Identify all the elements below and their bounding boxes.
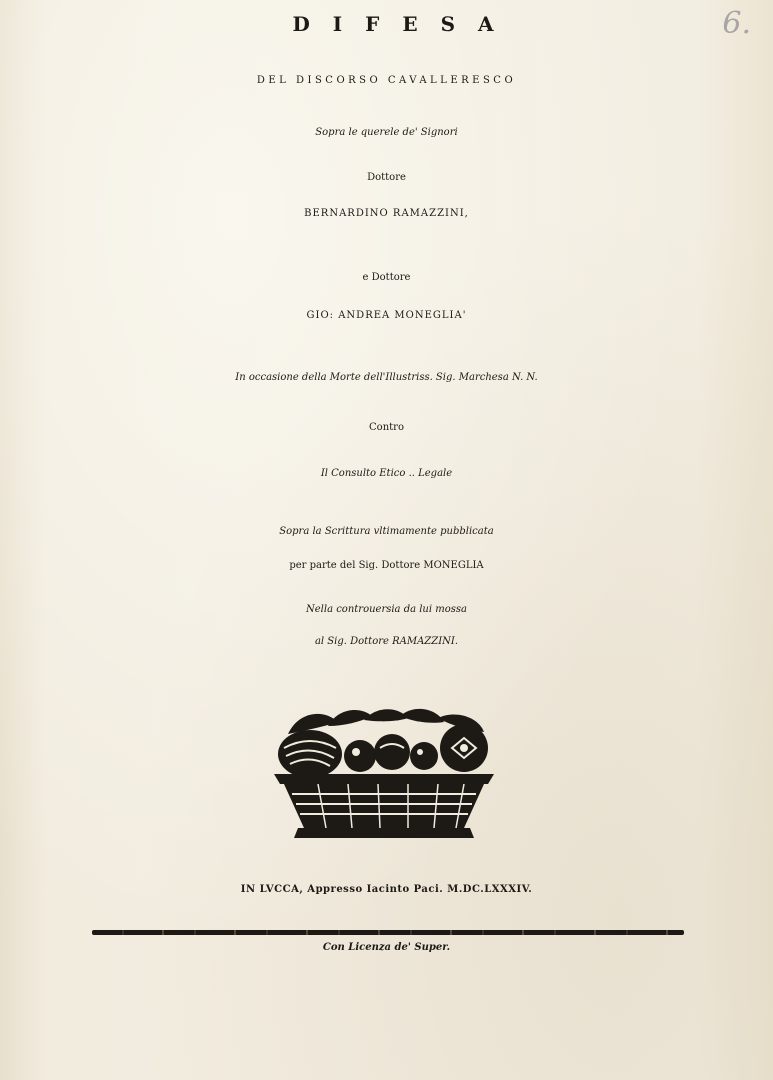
text-line-11: Nella controuersia da lui mossa xyxy=(306,604,467,615)
text-line-2: Dottore xyxy=(367,172,406,183)
imprint-line: IN LVCCA, Appresso Iacinto Paci. M.DC.LXXXIV. xyxy=(240,884,533,895)
text-line-7: Contro xyxy=(369,422,404,433)
author-name-ramazzini: BERNARDINO RAMAZZINI, xyxy=(304,208,469,219)
author-name-moneglia: GIO: ANDREA MONEGLIA' xyxy=(306,310,467,321)
book-subtitle: DEL DISCORSO CAVALLERESCO xyxy=(256,75,517,86)
basket-of-fruit-woodcut-icon xyxy=(268,704,500,842)
book-title: DIFESA xyxy=(292,12,517,36)
text-line-4: e Dottore xyxy=(362,272,411,283)
text-line-9: Sopra la Scrittura vltimamente pubblicata xyxy=(279,526,494,537)
text-line-1: Sopra le querele de' Signori xyxy=(315,127,458,138)
text-line-12: al Sig. Dottore RAMAZZINI. xyxy=(314,636,459,647)
text-line-8: Il Consulto Etico .. Legale xyxy=(320,468,453,479)
text-line-10: per parte del Sig. Dottore MONEGLIA xyxy=(289,560,484,571)
text-line-6: In occasione della Morte dell'Illustriss. Sig. Marchesa N. N. xyxy=(235,372,538,383)
divider-rule xyxy=(92,930,684,935)
license-line: Con Licenza de' Super. xyxy=(322,942,451,953)
shelfmark-pencil-note: 6. xyxy=(722,6,751,41)
